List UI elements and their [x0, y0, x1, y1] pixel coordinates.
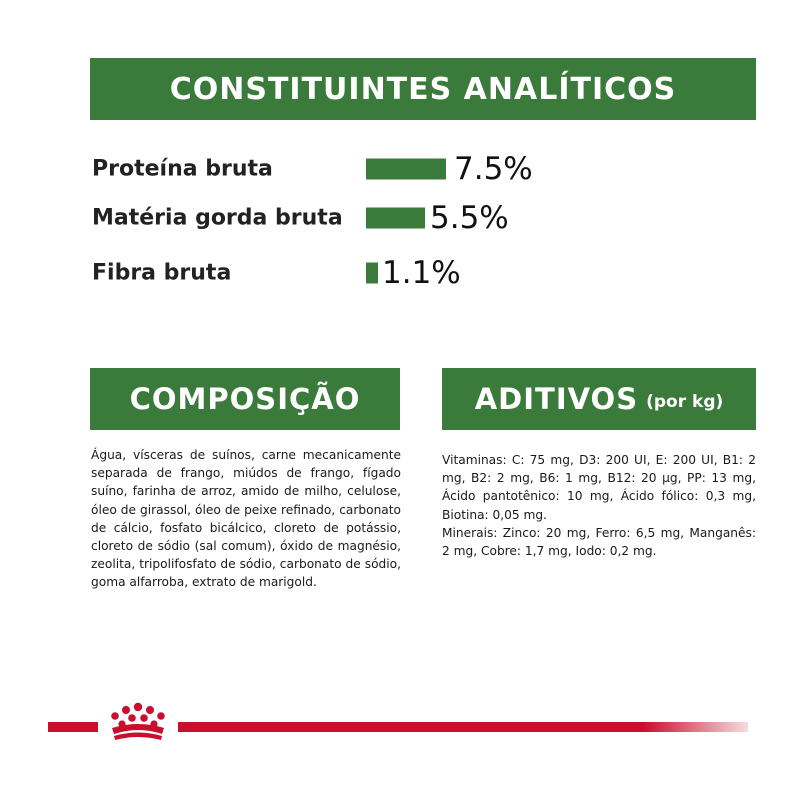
- nutrient-label: Matéria gorda bruta: [92, 205, 343, 231]
- composition-title: COMPOSIÇÃO: [129, 382, 361, 416]
- composition-header: [90, 368, 400, 430]
- additives-header: [442, 368, 756, 430]
- additives-unit: (por kg): [646, 392, 724, 412]
- analytical-constituents-header: [90, 58, 756, 120]
- nutrient-row-fat: [0, 196, 800, 240]
- additives-text: [442, 451, 756, 560]
- minerals-text: Minerais: Zinco: 20 mg, Ferro: 6,5 mg, Manganês: 2 mg, Cobre: 1,7 mg, Iodo: 0,2 mg.: [442, 525, 756, 559]
- nutrient-bar: [366, 263, 378, 284]
- analytical-constituents-title: CONSTITUINTES ANALÍTICOS: [169, 71, 677, 107]
- nutrient-row-protein: [0, 147, 800, 191]
- nutrient-value: 1.1%: [382, 255, 461, 291]
- nutrient-row-fiber: [0, 251, 800, 295]
- nutrient-bar: [366, 208, 425, 229]
- nutrient-label: Fibra bruta: [92, 260, 232, 286]
- vitamins-text: Vitaminas: C: 75 mg, D3: 200 UI, E: 200 UI, B1: 2 mg, B2: 2 mg, B6: 1 mg, B12: 20 µg, PP: 13 mg, Ácido pantotênico: 10 mg, Ácido fólico: 0,3 mg, Biotina: 0,05 mg.: [442, 453, 756, 522]
- nutrient-value: 5.5%: [430, 200, 509, 236]
- crown-logo-icon: [98, 700, 178, 744]
- composition-text: Água, vísceras de suínos, carne mecanicamente separada de frango, miúdos de frango, fígado suíno, farinha de arroz, amido de milho, celulose, óleo de girassol, óleo de peixe refinado, carbonato de cálcio, fosfato bicálcico, cloreto de potássio, cloreto de sódio (sal comum), óxido de magnésio, zeolita, tripolifosfato de sódio, carbonato de sódio, goma alfarroba, extrato de marigold.: [91, 448, 401, 590]
- nutrient-value: 7.5%: [454, 151, 533, 187]
- additives-title: ADITIVOS: [474, 382, 639, 416]
- nutrient-label: Proteína bruta: [92, 156, 273, 182]
- nutrient-bar: [366, 159, 446, 180]
